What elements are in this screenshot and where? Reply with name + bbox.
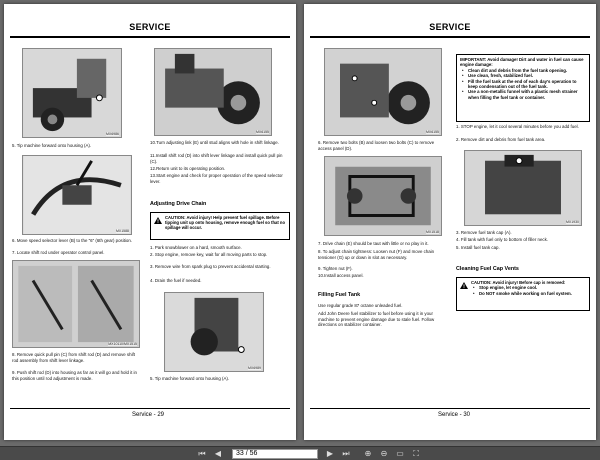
first-page-icon[interactable]: ⏮ <box>198 449 206 458</box>
zoom-out-icon[interactable]: ⊖ <box>380 449 388 458</box>
figure-shift-rod: MX10110/MX1515 <box>12 260 140 348</box>
important-bullet: • Use clean, fresh, stabilized fuel. <box>460 73 586 78</box>
step-8: 8. To adjust chain tightness: Loosen nut (F) and move chain tensioner (G) up or down in slot as necessary. <box>318 249 435 260</box>
page-indicator[interactable] <box>232 449 318 459</box>
figure-speed-lever: MX1588 <box>22 155 132 235</box>
page-header: SERVICE <box>129 22 171 32</box>
fuel-step-2: 2. Remove dirt and debris from fuel tank area. <box>456 137 546 142</box>
figure-fuel-tank: MX1930 <box>464 150 582 226</box>
figure-snowblower-side: MX6986 <box>22 48 122 138</box>
fullscreen-icon[interactable]: ⛶ <box>413 449 419 458</box>
warning-icon <box>154 217 162 224</box>
step-10: 10.Turn adjusting link (E) until stud aligns with hole in shift linkage. <box>150 140 279 145</box>
adjust-step-2: 2. Stop engine, remove key, wait for all moving parts to stop. <box>150 252 268 257</box>
step-5: 5. Tip machine forward onto housing (A). <box>12 143 92 148</box>
page-footer: Service - 29 <box>132 412 165 418</box>
last-page-icon[interactable]: ⏭ <box>342 449 350 458</box>
fuel-step-5: 5. Install fuel tank cap. <box>456 245 500 250</box>
fuel-step-1: 1. STOP engine, let it cool several minutes before you add fuel. <box>456 124 579 129</box>
total-pages: / 56 <box>245 450 258 457</box>
step-11: 11.Install shift rod (D) into shift lever linkage and install quick pull pin (C). <box>150 153 283 164</box>
step-6: 6. Remove two bolts (B) and loosen two bolts (C) to remove access panel (D). <box>318 140 435 151</box>
current-page-input[interactable]: 33 <box>236 450 244 457</box>
step-6: 6. Move speed selector lever (B) to the "6" (6th gear) position. <box>12 238 133 243</box>
caution-bullet: • Stop engine, let engine cool. <box>471 285 587 290</box>
step-10: 10.Install access panel. <box>318 273 364 278</box>
page-header: SERVICE <box>429 22 471 32</box>
step-8: 8. Remove quick pull pin (C) from shift rod (D) and remove shift rod assembly from shift lever linkage. <box>12 352 135 363</box>
step-12: 12.Return unit to its operating position. <box>150 166 226 171</box>
adjust-step-1: 1. Park snowblower on a hard, smooth surface. <box>150 245 242 250</box>
figure-undercarriage: MX6155 <box>154 48 272 136</box>
warning-icon <box>460 282 468 289</box>
filling-text-1: Use regular grade 87 octane unleaded fuel. <box>318 303 403 308</box>
previous-page-icon[interactable]: ◀ <box>214 449 222 458</box>
adjust-step-5: 5. Tip machine forward onto housing (A). <box>150 376 230 381</box>
important-bullet: • Clean dirt and debris from the fuel tank opening. <box>460 68 586 73</box>
step-9: 9. Tighten nut (F). <box>318 266 353 271</box>
figure-tipped-machine: MX6989 <box>164 292 264 372</box>
adjust-step-4: 4. Drain the fuel if needed. <box>150 278 202 283</box>
important-bullet: • Fill the fuel tank at the end of each day's operation to keep condensation out of the fuel tank. <box>460 79 586 90</box>
caution-bullet: • Do NOT smoke while working on fuel system. <box>471 291 587 296</box>
fit-page-icon[interactable]: ▭ <box>396 449 404 458</box>
adjusting-drive-chain-heading: Adjusting Drive Chain <box>150 201 207 207</box>
page-29 <box>4 4 296 440</box>
viewer-toolbar <box>0 446 600 460</box>
filling-text-2: Add John Deere fuel stabilizer to fuel before using it in your machine to prevent engine damage due to stale fuel. Follow directions on stabilizer container. <box>318 311 435 328</box>
figure-access-panel: MX6155 <box>324 48 442 136</box>
figure-drive-chain: MX1518 <box>324 156 442 236</box>
important-bullet: • Use a non-metallic funnel with a plastic mesh strainer when filling the fuel tank or container. <box>460 89 586 100</box>
fuel-step-4: 4. Fill tank with fuel only to bottom of filler neck. <box>456 237 548 242</box>
header-rule <box>310 36 590 38</box>
step-13: 13.Start engine and check for proper operation of the speed selector lever. <box>150 173 283 184</box>
header-rule <box>10 36 290 38</box>
step-7: 7. Locate shift rod under operator control panel. <box>12 250 105 255</box>
adjust-step-3: 3. Remove wire from spark plug to prevent accidental starting. <box>150 264 271 269</box>
zoom-in-icon[interactable]: ⊕ <box>364 449 372 458</box>
page-footer: Service - 30 <box>438 412 471 418</box>
caution-box-fuel: CAUTION: Avoid injury! Help prevent fuel spillage. Before tipping unit up onto housing, remove enough fuel so that no spillage will occur. <box>150 212 290 240</box>
important-box: IMPORTANT: Avoid damage! Dirt and water in fuel can cause engine damage: • Clean dirt and debris from the fuel tank opening. • Use clean, fresh, stabilized fuel. • Fill the fuel tank at the end of each day's operation to keep condensation out of the fuel tank. • Use a non-metallic funnel with a plastic mesh strainer when filling the fuel tank or container. <box>456 54 590 122</box>
page-30 <box>304 4 596 440</box>
step-9: 9. Push shift rod (D) into housing as far as it will go and hold it in this position until rod adjustment is made. <box>12 370 137 381</box>
caution-box-cap: CAUTION: Avoid injury! Before cap is removed: • Stop engine, let engine cool. • Do NOT smoke while working on fuel system. <box>456 277 590 311</box>
fuel-step-3: 3. Remove fuel tank cap (A). <box>456 230 512 235</box>
filling-fuel-tank-heading: Filling Fuel Tank <box>318 292 361 298</box>
cleaning-fuel-cap-vents-heading: Cleaning Fuel Cap Vents <box>456 266 519 272</box>
step-7: 7. Drive chain (E) should be taut with little or no play in it. <box>318 241 429 246</box>
next-page-icon[interactable]: ▶ <box>326 449 334 458</box>
